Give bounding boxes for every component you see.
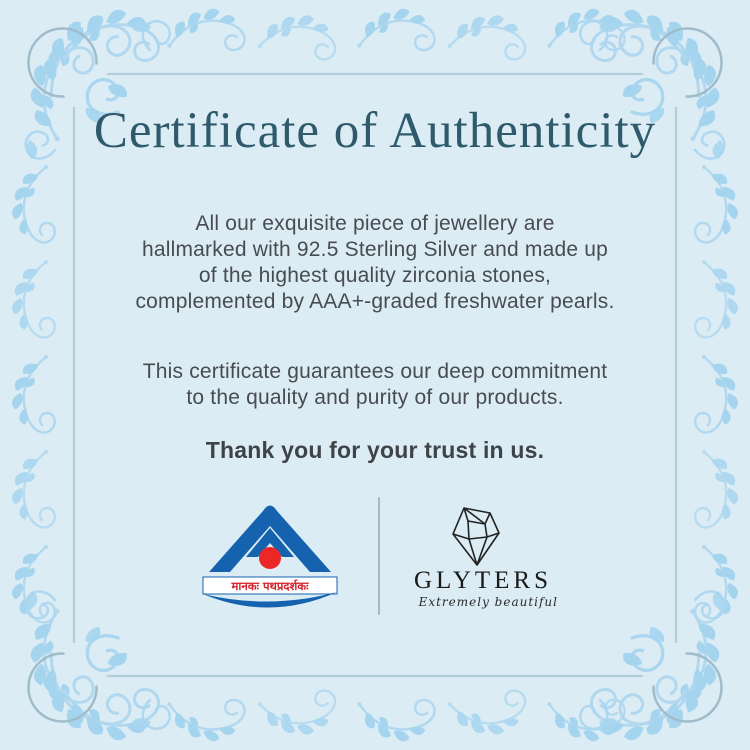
bis-hallmark-icon [200, 495, 340, 615]
body-line: of the highest quality zirconia stones, [198, 264, 552, 287]
logo-divider-line [378, 497, 380, 615]
thank-you-line: Thank you for your trust in us. [205, 437, 545, 463]
bis-hindi-motto: मानकः पथप्रदर्शकः [231, 579, 309, 593]
certificate-title: Certificate of Authenticity [93, 103, 657, 159]
brand-name: GLYTERS [414, 567, 552, 594]
body-line: All our exquisite piece of jewellery are [195, 212, 555, 235]
brand-tagline: Extremely beautiful [418, 595, 558, 609]
body-line: complemented by AAA+-graded freshwater pearls. [135, 290, 615, 313]
body-line: to the quality and purity of our products. [186, 386, 564, 409]
diamond-outline-icon [398, 498, 568, 568]
body-line: hallmarked with 92.5 Sterling Silver and made up [141, 238, 608, 261]
body-line: This certificate guarantees our deep commitment [142, 360, 608, 383]
bis-red-dot [259, 547, 281, 569]
